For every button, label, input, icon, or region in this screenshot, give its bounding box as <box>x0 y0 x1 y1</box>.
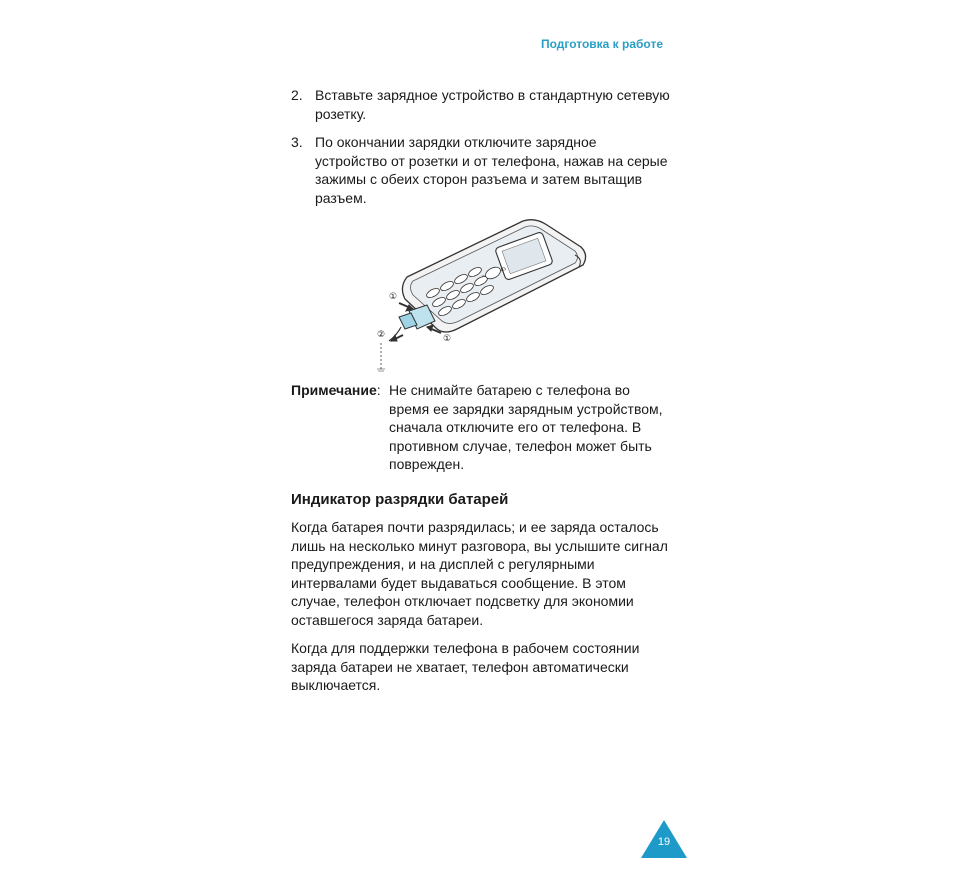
charger-connector-icon <box>377 305 435 371</box>
step-number: 2. <box>291 87 303 103</box>
note-label: Примечание: <box>291 382 381 398</box>
step-2 <box>291 86 671 123</box>
paragraph: Когда батарея почти разрядилась; и ее заряда осталось лишь на несколько минут разговора, вы услышите сигнал предупреждения, и на дисплей с регулярными интервалами будет выдаваться сообщение. В этом случае, телефон отключает подсветку для экономии оставшегося заряда батареи. <box>291 519 668 628</box>
callout-1-bottom: ① <box>443 334 452 344</box>
phone-illustration <box>375 219 605 373</box>
step-text: По окончании зарядки отключите зарядное устройство от розетки и от телефона, нажав на серые зажимы с обеих сторон разъема и затем вытащив разъем. <box>315 134 668 206</box>
paragraph: Когда для поддержки телефона в рабочем состоянии заряда батареи не хватает, телефон автоматически выключается. <box>291 640 640 693</box>
callout-2: ② <box>377 330 386 340</box>
step-text: Вставьте зарядное устройство в стандартную сетевую розетку. <box>315 87 670 122</box>
page-number: 19 <box>657 836 671 848</box>
callout-1-top: ① <box>389 292 398 302</box>
page-content <box>291 86 671 705</box>
charger-disconnect-illustration <box>291 219 671 373</box>
note-block <box>291 381 671 474</box>
note-text: Не снимайте батарею с телефона во время ее зарядки зарядным устройством, сначала отключите его от телефона. В противном случае, телефон может быть поврежден. <box>389 382 663 472</box>
section-heading: Индикатор разрядки батарей <box>291 490 509 508</box>
running-header: Подготовка к работе <box>540 37 663 51</box>
step-number: 3. <box>291 134 303 150</box>
step-3 <box>291 133 671 207</box>
